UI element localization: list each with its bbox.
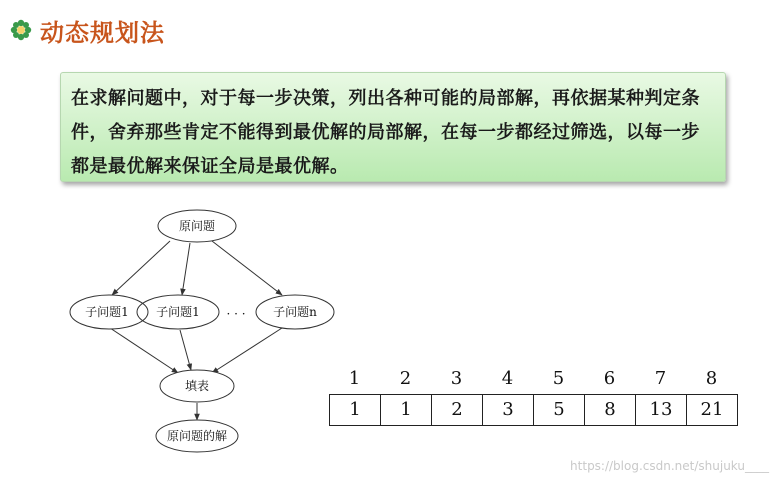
index-row	[329, 364, 738, 394]
value-cell: 1	[330, 395, 381, 425]
definition-text: 在求解问题中，对于每一步决策，列出各种可能的局部解，再依据某种判定条件，舍弃那些肯定不能得到最优解的局部解，在每一步都经过筛选，以每一步都是最优解来保证全局是最优解。	[71, 88, 700, 177]
subproblem-diagram	[0, 190, 340, 460]
index-cell: 8	[705, 368, 718, 389]
node-sub2-label: 子问题1	[156, 305, 200, 319]
edge-root-sub2	[182, 243, 190, 295]
index-cell: 4	[501, 368, 514, 389]
index-cell: 5	[552, 368, 565, 389]
index-cell: 7	[654, 368, 667, 389]
edge-sub2-fill	[180, 330, 191, 370]
index-cell: 6	[603, 368, 616, 389]
edge-subn-fill	[212, 328, 282, 373]
edge-root-subn	[212, 241, 282, 295]
edge-sub1-fill	[110, 328, 178, 373]
node-subn-label: 子问题n	[273, 305, 317, 319]
index-cell: 3	[450, 368, 463, 389]
value-cell: 1	[381, 395, 432, 425]
slide-title: 动态规划法	[40, 17, 165, 47]
value-cell: 13	[636, 395, 687, 425]
edge-root-sub1	[112, 241, 170, 295]
slide-header	[10, 10, 165, 50]
value-cell: 2	[432, 395, 483, 425]
value-row	[329, 394, 738, 426]
fibonacci-table	[329, 364, 738, 426]
watermark: https://blog.csdn.net/shujuku____	[570, 459, 769, 473]
value-cell: 5	[534, 395, 585, 425]
value-cell: 21	[687, 395, 738, 425]
index-cell: 1	[348, 368, 361, 389]
index-cell: 2	[399, 368, 412, 389]
value-cell: 8	[585, 395, 636, 425]
node-sub1-label: 子问题1	[85, 305, 129, 319]
node-solution-label: 原问题的解	[166, 429, 228, 443]
node-root-label: 原问题	[178, 219, 216, 233]
ellipsis-label: · · ·	[226, 307, 246, 321]
value-cell: 3	[483, 395, 534, 425]
node-fill-label: 填表	[184, 379, 210, 393]
definition-box	[60, 72, 726, 182]
flower-icon	[10, 19, 32, 41]
